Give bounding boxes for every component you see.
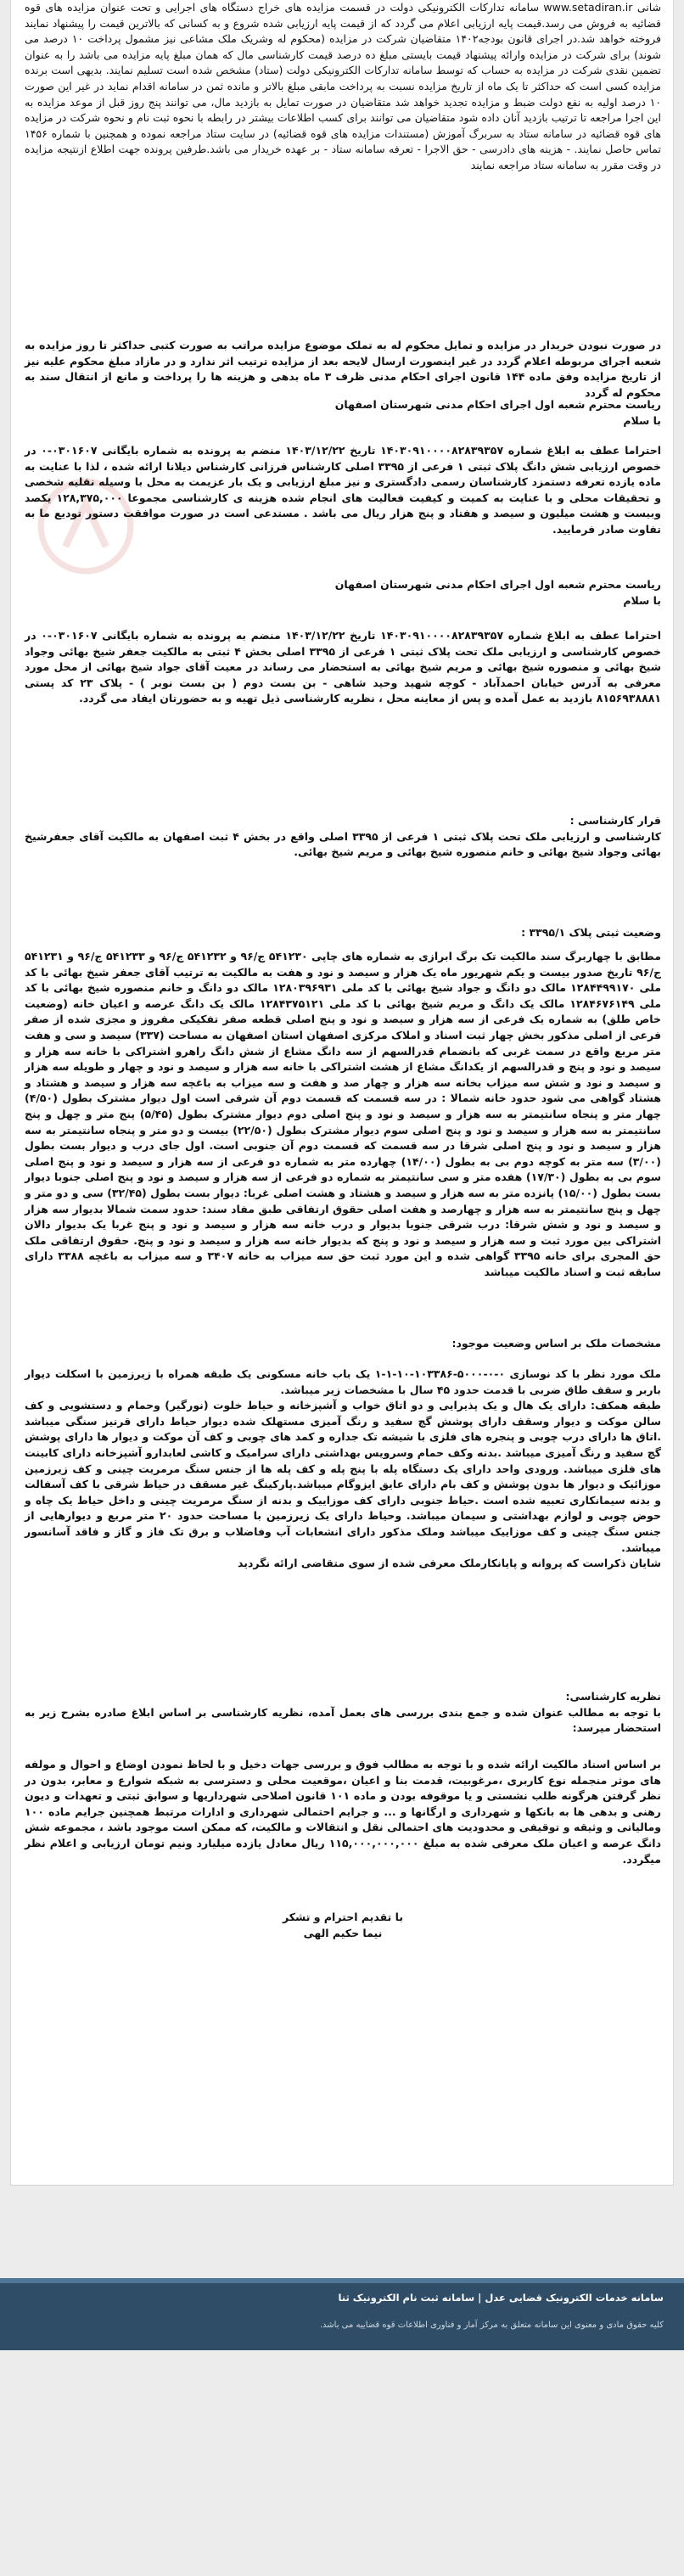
property-specs-heading-text: مشخصات ملک بر اساس وضعیت موجود: (451, 1337, 661, 1350)
registry-status-heading (25, 925, 661, 941)
valuation-text: بر اساس اسناد مالکیت ارائه شده و با توجه به مطالب فوق و بررسی جهات دخیل و با لحاظ نمودن اوضاع و احوال و مولفه های موثر منجمله نوع کاربری ،مرغوبیت، قدمت بنا و اعیان ،موقعیت محلی و دسترسی به شبکه شوارع و معابر، بدون در نظر گرفتن هرگونه طلب نشستی و یا موقوفه بودن و ماده ۱۰۱ قانون اصلاحی شهرداریها و سوابق ثبتی و تعهدات و دیون رهنی و بدهی ها به بانکها و شهرداری و ارگانها و ... و جرایم احتمالی شهرداری و ادارات مرتبط همچنین جرایم ماده ۱۰۰ ومالیاتی و وثیقه و توقیفی و محدودیت های احتمالی نقل و انتقالات و مالکیت، که ممکن است موجود باشد ، مجموعه شش دانگ عرصه و اعیان ملک معرفی شده به مبلغ ۱۱۵,۰۰۰,۰۰۰,۰۰۰ ریال معادل یازده میلیارد ونیم تومان ارزیابی و اعلام نظر میگردد. (25, 1758, 661, 1866)
footer-copyright: کلیه حقوق مادی و معنوی این سامانه متعلق به مرکز آمار و فناوری اطلاعات قوه قضاییه می باشد. (319, 2321, 664, 2330)
no-buyer-text: در صورت نبودن خریدار در مزایده و تمایل محکوم له به تملک موضوع مزایده مراتب به صورت کتبی حداکثر تا روز مزایده به شعبه اجرای مربوطه اعلام گردد در غیر اینصورت ارسال لایحه بعد از مزایده ترتیب اثر ندارد و در مازاد مبلغ محکوم علیه نیز از تاریخ مزایده وفق ماده ۱۴۴ قانون اجرای احکام مدنی ظرف ۳ ماه بدهی و هزینه ها را پرداخت و مانع از انتقال سند به محکوم له گردد (25, 339, 661, 399)
auction-terms-paragraph (25, 0, 661, 174)
auction-terms-text: شانی www.setadiran.ir سامانه تدارکات الکترونیکی دولت در قسمت مزایده های خراج دستگاه های اجرایی و تحت عنوان مزایده های قوه قضائیه به فروش می رسد.قیمت پایه ارزیابی اعلام می گردد که از قیمت پایه ارزیابی شده شروع و به کسانی که بالاترین قیمت را پیشنهاد نمایند فروخته خواهد شد.در اجرای قانون بودجه۱۴۰۲ متقاضیان شرکت در مزایده (محکوم له وشریک ملک مشاعی نیز مشمول پرداخت ۱۰ درصد می شوند) برای شرکت در مزایده وارائه پیشنهاد قیمت بایستی مبلغ ده درصد قیمت کارشناسی مال که همان مبلغ پایه مزایده می باشد را به عنوان تضمین نقدی شرکت در مزایده به حساب که توسط سامانه تدارکات الکترونیکی دولت (ستاد) مشخص شده است تسلیم نمایند. بدیهی است برنده مزایده کسی است که حداکثر تا یک ماه از تاریخ مزایده نسبت به پرداخت مابقی مبلغ بالاتر و مانده ثمن در سامانه اقدام نماید در غیر این صورت ۱۰ درصد اولیه به نفع دولت ضبط و مزایده تجدید خواهد شد متقاضیان در صورت تمایل به بازدید مال، می توانند پنج روز قبل از موعد مزایده به این اجرا مراجعه تا ترتیب بازدید آنان داده شود متقاضیان می توانند برای کسب اطلاعات بیشتر در رابطه با نحوه ثبت نام و نحوه شرکت در مزایده های قوه قضائیه در سامانه ستاد به سربرگ آموزش (مستندات مزایده های قوه قضائیه) در سایت ستاد مراجعه نموده و همچنین با شماره ۱۴۵۶ تماس حاصل نمایند. - هزینه های دادرسی - حق الاجرا - تعرفه سامانه ستاد - بر عهده خریدار می باشد.طرفین پرونده جهت اطلاع ازنتیجه مزایده در وقت مقرر به سامانه ستاد مراجعه نمایند (25, 1, 661, 171)
expert-opinion-heading (25, 1689, 661, 1737)
no-buyer-paragraph (25, 338, 661, 401)
referral-paragraph (25, 628, 661, 707)
registry-status-paragraph (25, 949, 661, 1280)
greeting-1 (25, 397, 661, 429)
fee-paragraph (25, 443, 661, 538)
greeting-2-text: ریاست محترم شعبه اول اجرای احکام مدنی شهرستان اصفهان با سلام (334, 578, 661, 607)
expert-order (25, 813, 661, 861)
greeting-2 (25, 577, 661, 609)
site-footer (0, 2278, 684, 2350)
property-specs-paragraph (25, 1367, 661, 1572)
fee-text: احتراما عطف به ابلاغ شماره ۱۴۰۳۰۹۱۰۰۰۰۸۲۸۳۹۳۵۷ تاریخ ۱۴۰۳/۱۲/۲۲ منضم به پرونده به شماره بایگانی ۰۳۰۱۶۰۷-۰ در خصوص ارزیابی شش دانگ پلاک ثبتی ۱ فرعی از ۳۳۹۵ اصلی کارشناس فرزانی کارشناس دیلانا ارائه شده ، لذا با عنایت به ماده یازده تعرفه دستمزد کارشناسان رسمی دادگستری و نیز مبلغ ارزیابی و یک بار عزیمت به محل با وسیله نقلیه شخصی و تحقیقات محلی و با عنایت به کمیت و کیفیت فعالیت های انجام شده هزینه ی کارشناسی مجموعا ۱۲۸,۳۷۵,۰۰۰ یکصد وبیست و هشت میلیون و سیصد و هفتاد و پنج هزار ریال می باشد . مستدعی است در صورت موافقت دستور تودیع ما به تفاوت صادر فرمایید. (25, 444, 661, 536)
expert-order-text: قرار کارشناسی : کارشناسی و ارزیابی ملک تحت پلاک ثبتی ۱ فرعی از ۳۳۹۵ اصلی واقع در بخش ۴ ثبت اصفهان به مالکیت آقای جعفرشیخ بهائی وجواد شیخ بهائی و خانم منصوره شیخ بهائی و مریم شیخ بهائی. (25, 814, 662, 859)
referral-text: احتراما عطف به ابلاغ شماره ۱۴۰۳۰۹۱۰۰۰۰۸۲۸۳۹۳۵۷ تاریخ ۱۴۰۳/۱۲/۲۲ منضم به پرونده به شماره بایگانی ۰۳۰۱۶۰۷-۰ در خصوص کارشناسی و ارزیابی ملک تحت پلاک ثبتی ۱ فرعی از ۳۳۹۵ اصلی بخش ۴ ثبتی به مالکیت جعفر شیخ بهائی وجواد شیخ بهائی و منصوره شیخ بهائی و مریم شیخ بهائی به استحضار می رساند در معیت آقای جواد شیخ بهائی از محل مورد معرفی به آدرس خیابان احمدآباد - کوچه شهید وحید شاهی - بن بست دوم ( بن بست نوبر ) - پلاک ۲۳ کد پستی ۸۱۵۶۹۳۸۸۸۱ بازدید به عمل آمده و پس از معاینه محل ، نظریه کارشناسی ذیل تهیه و به حضورتان ایفاد می گردد. (25, 629, 661, 705)
signature-text: با تقدیم احترام و تشکر نیما حکیم الهی (282, 1911, 404, 1939)
greeting-1-text: ریاست محترم شعبه اول اجرای احکام مدنی شهرستان اصفهان با سلام (334, 398, 661, 427)
property-specs-text: ملک مورد نظر با کد نوسازی ۰-۰-۵۰۰۰-۱۰۳۳۸۶-۱۰-۱-۱ یک باب خانه مسکونی یک طبقه همراه با زیرزمین با اسکلت دیوار باربر و سقف طاق ضربی با قدمت حدود ۴۵ سال با مشخصات زیر میباشد. طبقه همکف: دارای یک هال و یک پذیرایی و دو اتاق خواب و آشپزخانه و حیاط خلوت (نورگیر) وحمام و دستشویی و کف سالن موکت و دیوار وسقف دارای پوشش گچ سفید و رنگ آمیزی مستهلک شده دیوار حیاط دارای قرنیز سنگی میباشد .اتاق ها دارای درب چوبی و پنجره های فلزی با شیشه تک جداره و کمد های چوبی و کف آن موکت و دیوار ها دارای پوشش گچ سفید و رنگ آمیزی میباشد .بدنه وکف حمام وسرویس بهداشتی دارای سرامیک و کاشی لعابدارو آشپزخانه دارای کابینت های فلزی میباشد. ورودی واحد دارای یک دستگاه پله با پنج پله و کف پله ها از جنس سنگ مرمریت چینی و کف زیرزمین موزائیک و دیوار ها بدون پوشش و کف بام دارای عایق ایزوگام میباشد.پارکینگ غیر مسقف در حیاط شرقی با کف آسفالت و بدنه سیمانکاری تعبیه شده است .حیاط جنوبی دارای کف موزاییک و بدنه از سنگ مرمریت چینی و داخل حیاط یک چاه و حوض چوبی و لوازم بهداشتی و سیمان میباشد. وحیاط دارای یک زیرزمین با مساحت حدود ۲۰ متر مربع و دیوارهایی از جنس سنگ چینی و کف موزاییک میباشد وملک مذکور دارای انشعابات آب وفاضلاب و برق تک فاز و گاز و فاقد آسانسور میباشد. شایان ذکراست که پروانه و پایانکارملک معرفی شده از سوی متقاضی ارائه نگردید (25, 1367, 662, 1570)
registry-status-heading-text: وضعیت ثبتی پلاک ۳۳۹۵/۱ : (521, 926, 661, 939)
registry-status-text: مطابق با چهاربرگ سند مالکیت تک برگ ابرازی به شماره های چاپی ۵۴۱۲۳۰ ج/۹۶ و ۵۴۱۲۳۲ ج/۹۶ و ۵۴۱۲۳۳ ج/۹۶ و ۵۴۱۲۳۱ ج/۹۶ تاریخ صدور بیست و یکم شهریور ماه یک هزار و سیصد و نود و هفت به مالکیت به ترتیب آقای جعفر شیخ بهائی با کد ملی ۱۲۸۴۴۹۹۱۷۰ مالک دو دانگ و جواد شیخ بهائی با کد ملی ۱۲۸۰۳۹۶۹۳۱ مالک دو دانگ و خانم منصوره شیخ بهائی با کد ملی ۱۲۸۴۶۷۶۱۴۹ مالک یک دانگ و مریم شیخ بهائی با کد ملی ۱۲۸۴۳۷۵۱۲۱ مالک یک دانگ عرصه و اعیان خانه (وضعیت خاص طلق) به شماره یک فرعی از سه هزار و سیصد و نود و پنج اصلی قطعه صفر تفکیکی مفروز و مجزی شده از صفر فرعی از اصلی مذکور بخش چهار ثبت اسناد و املاک مرکزی اصفهان استان اصفهان به مساحت (۳۳۷) سیصد و سی و هفت متر مربع واقع در سمت غربی که بانضمام قدرالسهم از سه دانگ مشاع از شش دانگ راهرو اشتراکی با خانه سه هزار و سیصد و نود و پنج و قدرالسهم از یکدانگ مشاع از هشت اشتراکی با خانه سه هزار و سیصد و نود و چهار و طویله سه هزار و سیصد و نود و شش سه میزاب بخانه سه هزار و چهار صد و هفت و سه میزاب به باغچه سه هزار و سیصد و هشتاد و هشتاد گواهی می شود حدود خانه شمالا : در سه قسمت که قسمت دوم آن شرقی است اول دیوار مشترک بطول (۴/۵۰) چهار متر و پنجاه سانتیمتر به سه هزار و سیصد و نود و پنج اصلی دوم دیوار مشترک بطول (۵/۴۵) پنج متر و چهل و پنج سانتیمتر به سه هزار و سیصد و نود و پنج اصلی سوم دیوار مشترک بطول (۲۲/۵۰) بیست و دو متر و پنجاه سانتیمتر به سه هزار و سیصد و نود و پنج اصلی شرقا در سه قسمت که قسمت دوم آن جنوبی است. اول جای درب و دیوار بست بطول (۳/۰۰) سه متر به کوچه دوم بی به بطول (۱۴/۰۰) چهارده متر به شماره دو فرعی از سه هزار و سیصد و نود و پنج اصلی سوم بی به بطول (۱۷/۳۰) هفده متر و سی سانتیمتر به شماره دو فرعی از سه هزار و سیصد و نود و پنج اصلی جنوبا دیوار بست بطول (۱۵/۰۰) پانزده متر به سه هزار و سیصد و هشتاد و هشت اصلی غربا: دیوار بست بطول (۳۲/۴۵) سی و دو متر و چهل و پنج سانتیمتر به سه هزار و چهارصد و هفت اصلی حقوق ارتفاقی طبق مفاد سند: حدود سمت شمالا بدیوار سه هزار و سیصد و نود و شش شرقا: درب شرقی جنوبا بدیوار و درب خانه سه هزار و سیصد و نود و پنج غربا یک بدیوار دالان اشتراکی بین مورد ثبت و سه هزار و سیصد و نود و پنج که بدیوار خانه سه هزار و سیصد و نود و پنج. حقوق ارتفاقی ملک حق المجری برای خانه ۳۳۹۵ گواهی شده و این مورد ثبت حق سه میزاب به خانه ۳۴۰۷ و سه میزاب به باغچه ۳۳۸۸ دارای سابقه ثبت و اسناد مالکیت میباشد (25, 950, 662, 1278)
expert-opinion-heading-text: نظریه کارشناسی: با توجه به مطالب عنوان شده و جمع بندی بررسی های بعمل آمده، نظریه کارشناسی بر اساس ابلاغ صادره بشرح زیر به استحضار میرسد: (25, 1690, 661, 1735)
property-specs-heading (25, 1336, 661, 1352)
signature-block (25, 1910, 661, 1941)
footer-links[interactable]: سامانه خدمات الکترونیک قضایی عدل | سامانه ثبت نام الکترونیک ثنا (338, 2292, 664, 2304)
valuation-paragraph (25, 1757, 661, 1867)
notice-document (10, 0, 674, 2186)
footer-top-bar (0, 2278, 684, 2283)
